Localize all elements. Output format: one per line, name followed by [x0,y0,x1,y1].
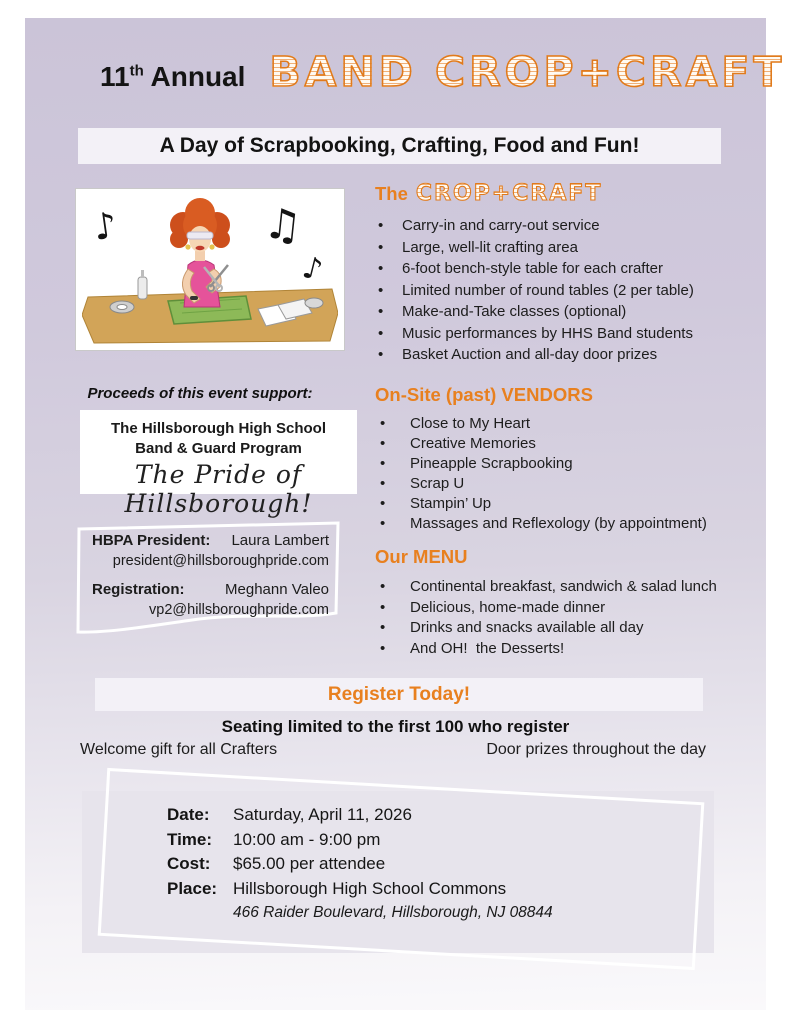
place-label: Place: [167,878,218,898]
list-item: • Music performances by HHS Band students [375,323,745,345]
crop-feature-list [375,215,745,366]
list-item: • And OH! the Desserts! [375,639,745,660]
music-note-icon: ♪ [91,205,120,249]
annual-suffix: th [129,62,144,80]
list-item: • Continental breakfast, sandwich & salad lunch [375,577,745,598]
event-details [167,803,647,925]
time-value: 10:00 am - 9:00 pm [233,829,381,849]
title-decorative-text: BAND CROP+CRAFT [269,48,786,96]
proceeds-label: Proceeds of this event support: [87,385,313,402]
music-notes-icon: ♫ [261,198,305,251]
registration-name: Meghann Valeo [225,581,329,598]
registration-label: Registration: [92,581,185,598]
perks-row [80,741,706,759]
president-label: HBPA President: [92,532,211,549]
register-banner [95,678,703,711]
contact-box [70,516,347,650]
list-item: • Delicious, home-made dinner [375,598,745,619]
vendors-list [375,414,745,534]
list-item: • Large, well-lit crafting area [375,237,745,259]
registration-email: vp2@hillsboroughpride.com [149,602,329,618]
list-item: • Drinks and snacks available all day [375,618,745,639]
date-value: Saturday, April 11, 2026 [233,805,412,824]
program-motto: The Pride of Hillsborough! [124,460,313,518]
annual-number: 11 [100,61,130,92]
place-value: Hillsborough High School Commons [233,878,507,898]
list-item: • 6-foot bench-style table for each crafter [375,258,745,280]
annual-word: Annual [143,61,246,92]
menu-section-heading: Our MENU [375,546,468,567]
perk-right: Door prizes throughout the day [486,741,706,758]
music-note-icon: ♪ [298,249,327,289]
perk-left: Welcome gift for all Crafters [80,741,278,758]
cost-value: $65.00 per attendee [233,854,386,873]
annual-text [100,61,245,93]
list-item: • Make-and-Take classes (optional) [375,301,745,323]
list-item: • Massages and Reflexology (by appointment) [375,514,745,534]
president-email: president@hillsboroughpride.com [112,553,329,569]
list-item: • Carry-in and carry-out service [375,215,745,237]
register-banner-text: Register Today! [327,683,471,705]
list-item: • Basket Auction and all-day door prizes [375,344,745,366]
flyer-canvas [25,18,786,1010]
program-line1: The Hillsborough High School [111,420,326,437]
list-item: • Stampin’ Up [375,494,745,514]
cost-label: Cost: [167,854,211,873]
program-box [80,410,357,518]
crop-heading-prefix: The [375,183,408,204]
seating-note: Seating limited to the first 100 who register [221,717,570,736]
list-item: • Scrap U [375,474,745,494]
president-name: Laura Lambert [231,532,329,549]
list-item: • Close to My Heart [375,414,745,434]
tagline-banner [78,128,721,164]
tagline-text: A Day of Scrapbooking, Crafting, Food and Fun! [159,134,640,157]
crop-heading-decorative: CROP+CRAFT [415,181,603,206]
list-item: • Creative Memories [375,434,745,454]
program-line2: Band & Guard Program [135,440,302,457]
list-item: • Limited number of round tables (2 per table) [375,280,745,302]
date-label: Date: [167,805,210,824]
vendors-section-heading: On-Site (past) VENDORS [375,384,593,405]
scrapbooking-clipart-image [82,195,338,344]
page-title [100,48,785,96]
time-label: Time: [167,829,213,849]
crop-section-heading [375,181,602,206]
place-address: 466 Raider Boulevard, Hillsborough, NJ 08844 [233,904,553,921]
scrapbooking-clipart [75,188,345,351]
list-item: • Pineapple Scrapbooking [375,454,745,474]
menu-list [375,577,745,659]
